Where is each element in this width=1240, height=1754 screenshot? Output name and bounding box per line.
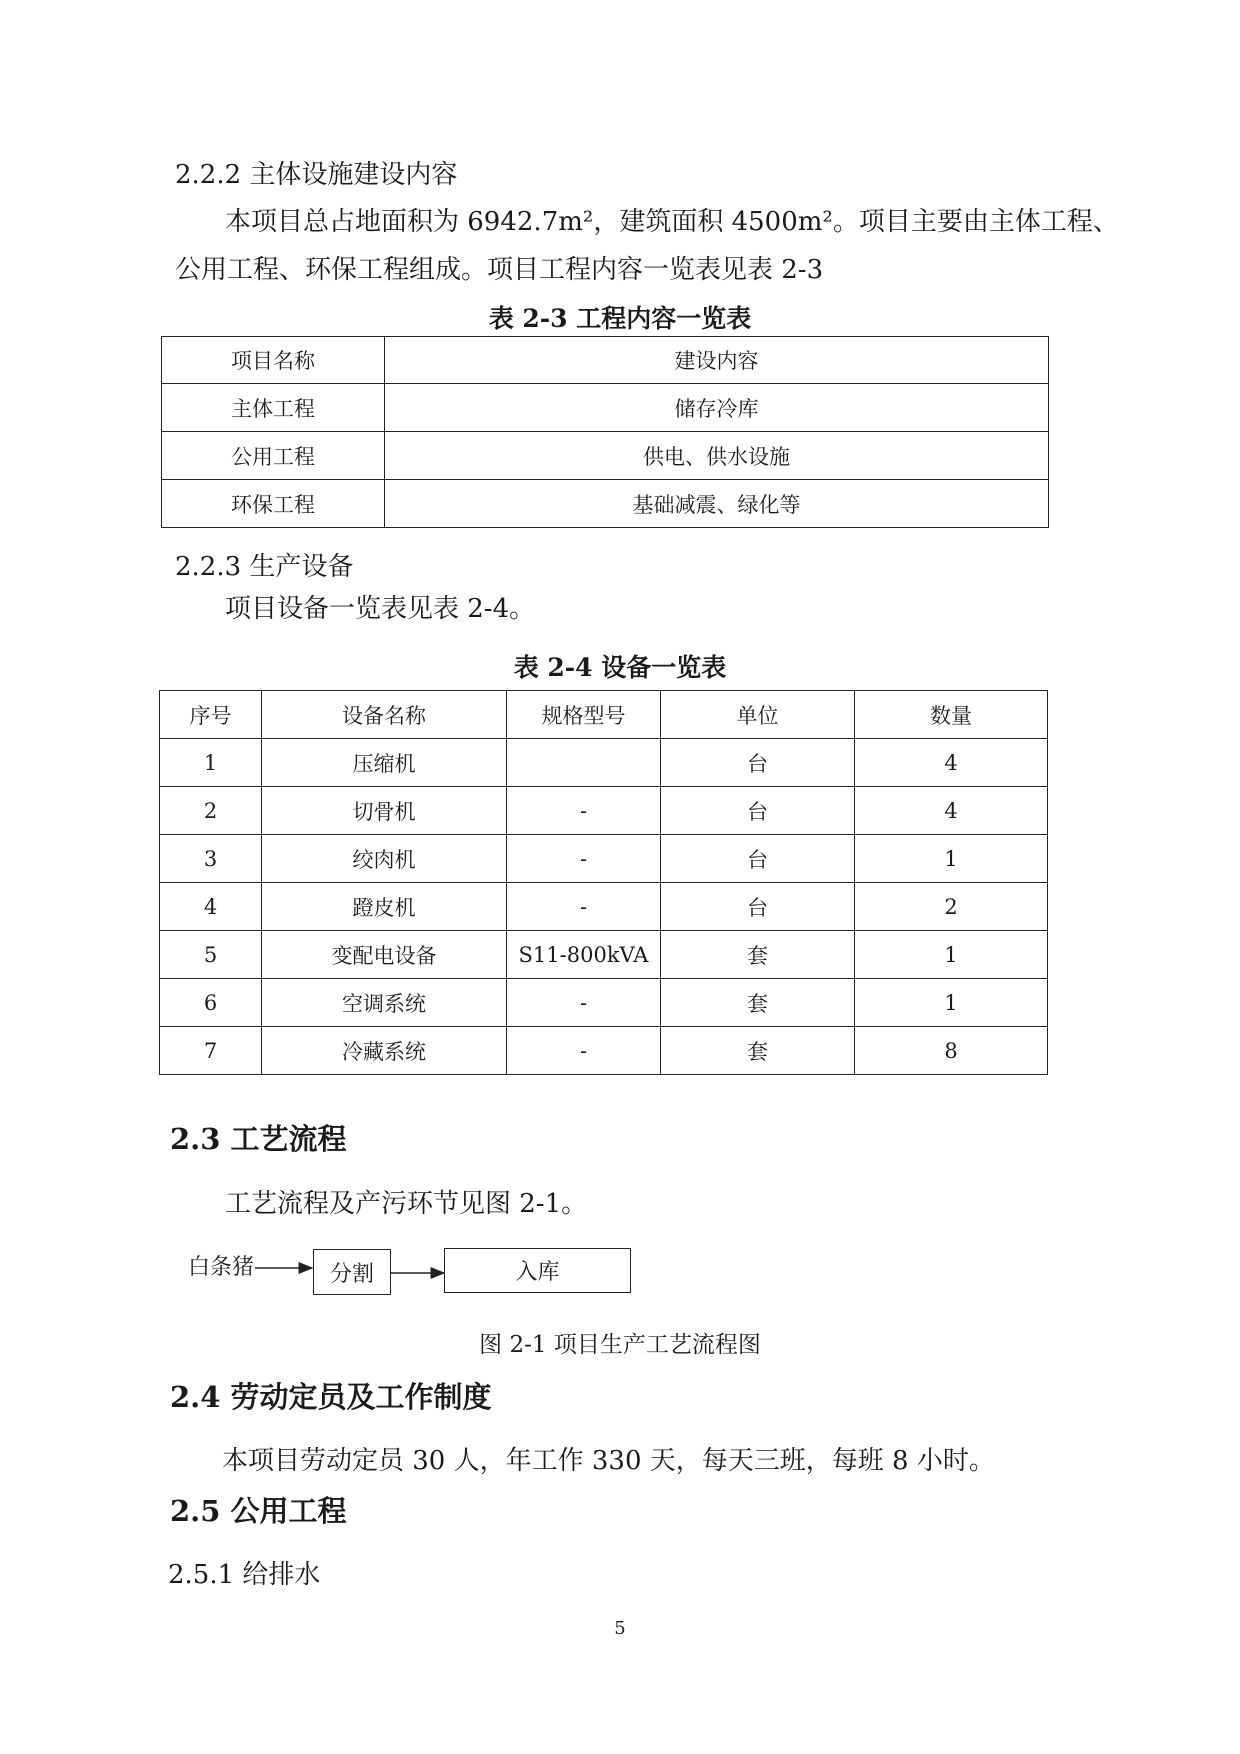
paragraph-2-2-3: 项目设备一览表见表 2-4。 — [225, 594, 536, 624]
paragraph-2-2-2-line1: 本项目总占地面积为 6942.7m²，建筑面积 4500m²。项目主要由主体工程、 — [225, 207, 1119, 237]
table-header-cell: 建设内容 — [385, 337, 1049, 384]
table-cell: 1 — [855, 979, 1048, 1027]
flow-step-storage-box: 入库 — [444, 1248, 631, 1293]
figure-2-1-caption: 图 2-1 项目生产工艺流程图 — [479, 1332, 761, 1358]
paragraph-2-3: 工艺流程及产污环节见图 2-1。 — [225, 1189, 588, 1219]
table-cell: 变配电设备 — [262, 931, 507, 979]
table-header-cell: 项目名称 — [162, 337, 385, 384]
table-cell: 空调系统 — [262, 979, 507, 1027]
table-header-cell: 数量 — [855, 691, 1048, 739]
table-cell: 套 — [661, 1027, 855, 1075]
table-cell: 8 — [855, 1027, 1048, 1075]
table-cell: 4 — [160, 883, 262, 931]
table-cell: 4 — [855, 787, 1048, 835]
table-header-cell: 单位 — [661, 691, 855, 739]
table-cell: 7 — [160, 1027, 262, 1075]
table-cell: 4 — [855, 739, 1048, 787]
table-cell: - — [507, 1027, 661, 1075]
table-cell: 切骨机 — [262, 787, 507, 835]
table-cell: 基础减震、绿化等 — [385, 480, 1049, 528]
section-heading-2-5-1: 2.5.1 给排水 — [168, 1560, 321, 1590]
paragraph-2-2-2-line2: 公用工程、环保工程组成。项目工程内容一览表见表 2-3 — [175, 255, 824, 285]
table-cell: 3 — [160, 835, 262, 883]
flow-input-label: 白条猪 — [188, 1255, 255, 1280]
table-cell: - — [507, 835, 661, 883]
table-cell: S11-800kVA — [507, 931, 661, 979]
table-cell: 台 — [661, 739, 855, 787]
table-cell: 套 — [661, 979, 855, 1027]
table-cell: 环保工程 — [162, 480, 385, 528]
table-header-cell: 规格型号 — [507, 691, 661, 739]
table-cell: - — [507, 979, 661, 1027]
section-heading-2-5: 2.5 公用工程 — [170, 1494, 347, 1528]
table-cell: 2 — [160, 787, 262, 835]
table-cell: 台 — [661, 883, 855, 931]
section-heading-2-4: 2.4 劳动定员及工作制度 — [170, 1380, 492, 1414]
section-heading-2-2-3: 2.2.3 生产设备 — [175, 552, 354, 582]
paragraph-2-4: 本项目劳动定员 30 人，年工作 330 天，每天三班，每班 8 小时。 — [222, 1446, 995, 1476]
section-heading-2-2-2: 2.2.2 主体设施建设内容 — [175, 160, 458, 190]
table-cell: 压缩机 — [262, 739, 507, 787]
table-cell: 供电、供水设施 — [385, 432, 1049, 480]
table-2-3-caption: 表 2-3 工程内容一览表 — [488, 304, 752, 333]
table-cell: - — [507, 883, 661, 931]
table-cell: 1 — [160, 739, 262, 787]
table-cell: 台 — [661, 787, 855, 835]
table-cell: 台 — [661, 835, 855, 883]
table-cell: - — [507, 787, 661, 835]
table-cell: 套 — [661, 931, 855, 979]
table-header-cell: 序号 — [160, 691, 262, 739]
table-header-cell: 设备名称 — [262, 691, 507, 739]
table-cell: 主体工程 — [162, 384, 385, 432]
table-2-4-caption: 表 2-4 设备一览表 — [513, 653, 727, 682]
table-cell: 1 — [855, 835, 1048, 883]
table-cell: 绞肉机 — [262, 835, 507, 883]
table-cell: 2 — [855, 883, 1048, 931]
table-cell: 公用工程 — [162, 432, 385, 480]
table-cell: 1 — [855, 931, 1048, 979]
table-cell: 6 — [160, 979, 262, 1027]
flow-step-split-box: 分割 — [313, 1249, 391, 1295]
section-heading-2-3: 2.3 工艺流程 — [170, 1122, 347, 1156]
table-cell: 5 — [160, 931, 262, 979]
table-cell: 冷藏系统 — [262, 1027, 507, 1075]
page-number: 5 — [614, 1618, 626, 1639]
table-cell: 储存冷库 — [385, 384, 1049, 432]
table-cell: 蹬皮机 — [262, 883, 507, 931]
